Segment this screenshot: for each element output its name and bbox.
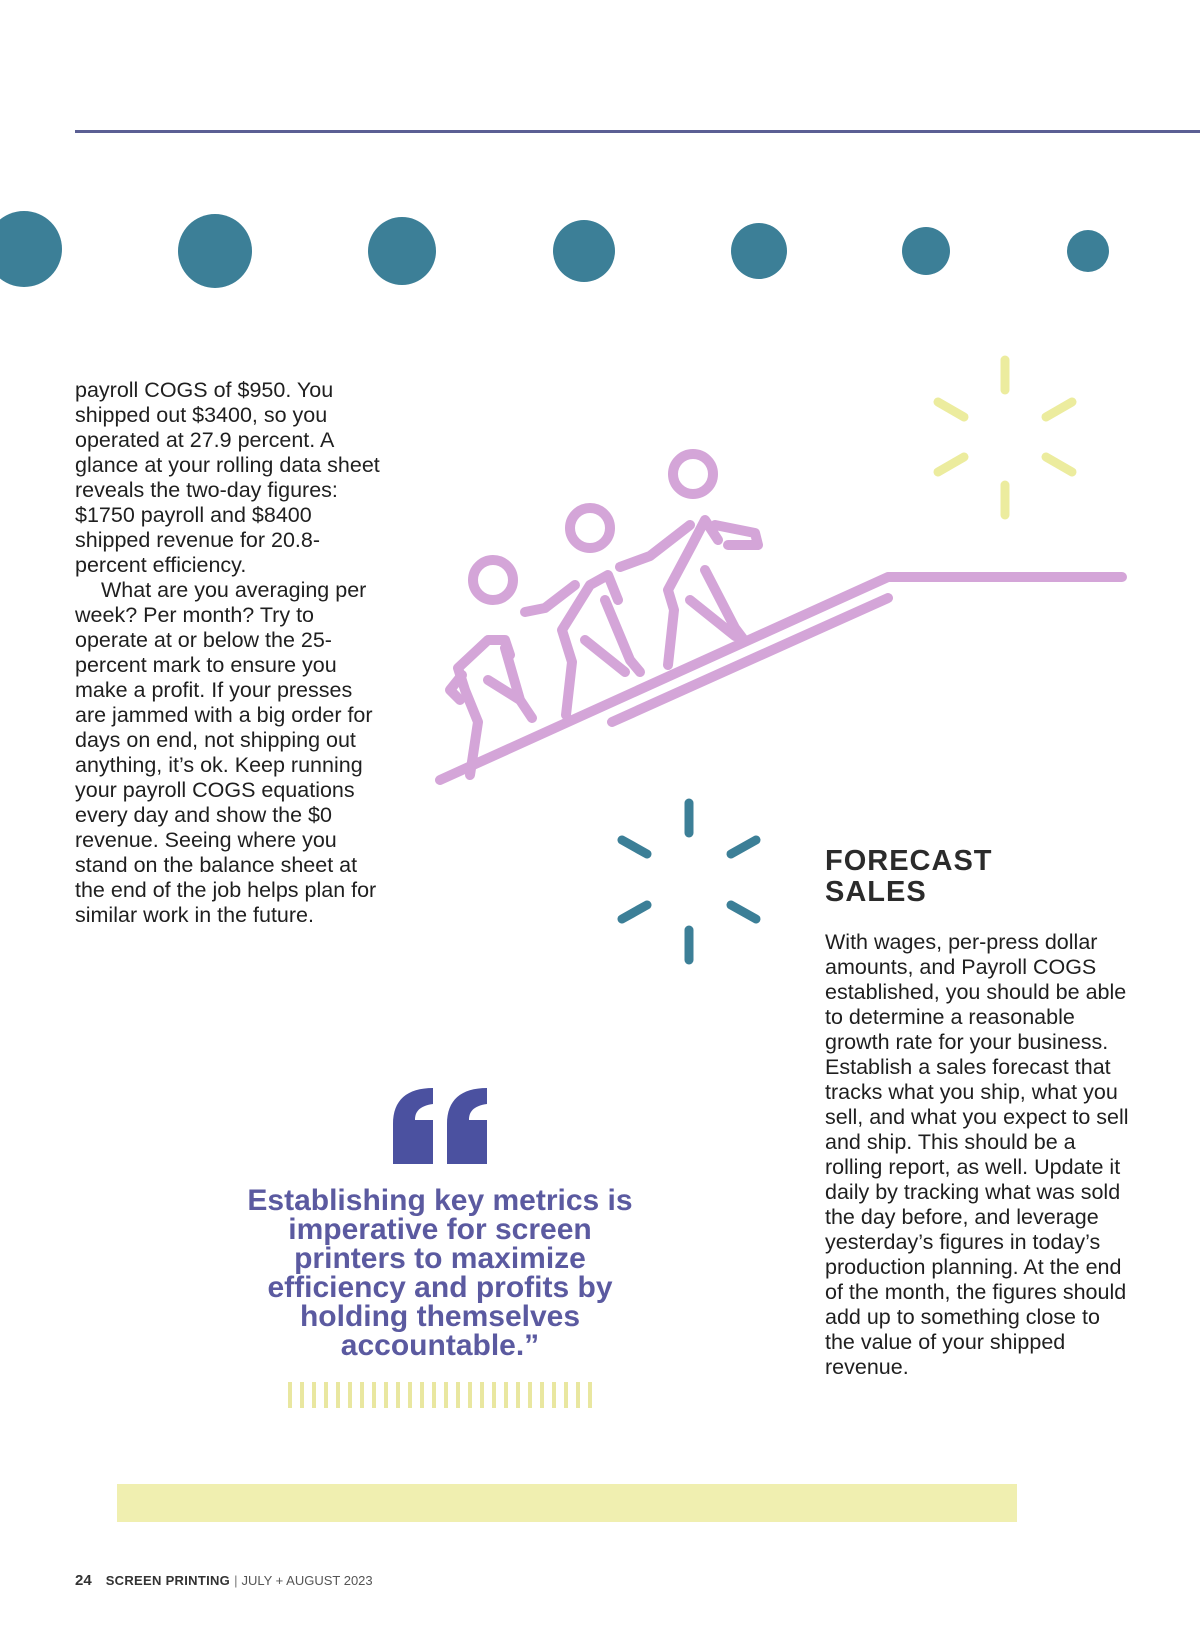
dot-4: [553, 220, 615, 282]
yellow-sunburst-icon: [920, 350, 1090, 530]
dot-2: [178, 214, 252, 288]
dot-5: [731, 223, 787, 279]
left-paragraph-1: payroll COGS of $950. You shipped out $3400, so you operated at 27.9 percent. A glance at your rolling data sheet reveals the two-day figures: $1750 payroll and $8400 shipped revenue for 20.8-percent efficiency.: [75, 378, 380, 577]
page-number: 24: [75, 1572, 92, 1589]
pull-quote: Establishing key metrics is imperative for screen printers to maximize efficiency and profits by holding themselves accountable.”: [247, 1184, 633, 1362]
left-paragraph-2: What are you averaging per week? Per month? Try to operate at or below the 25-percent mark to ensure you make a profit. If your presses are jammed with a big order for days on end, not shipping out anything, it’s ok. Keep running your payroll COGS equations every day and show the $0 revenue. Seeing where you stand on the balance sheet at the end of the job helps plan for similar work in the future.: [75, 578, 377, 927]
dot-3: [368, 217, 436, 285]
page-footer: [75, 1572, 373, 1589]
left-column-text: [75, 378, 385, 928]
magazine-name: SCREEN PRINTING: [105, 1573, 231, 1588]
decorative-ticks: [288, 1382, 592, 1408]
section-body: With wages, per-press dollar amounts, and Payroll COGS established, you should be able to determine a reasonable growth rate for your business. Establish a sales forecast that tracks what you ship, what you sell, and what you expect to sell and ship. This should be a rolling report, as well. Update it daily by tracking what was sold the day before, and leverage yesterday’s figures in today’s production planning. At the end of the month, the figures should add up to something close to the value of your shipped revenue.: [825, 930, 1129, 1379]
dot-6: [902, 227, 950, 275]
teal-sunburst-icon: [605, 795, 775, 975]
issue-date: JULY + AUGUST 2023: [241, 1573, 373, 1588]
dot-7: [1067, 230, 1109, 272]
quote-mark-icon: [385, 1086, 495, 1164]
dot-1: [0, 211, 62, 287]
top-rule: [75, 130, 1200, 133]
highlight-bar: [117, 1484, 1017, 1522]
footer-separator: |: [234, 1573, 238, 1588]
section-heading: FORECAST SALES: [825, 845, 993, 908]
